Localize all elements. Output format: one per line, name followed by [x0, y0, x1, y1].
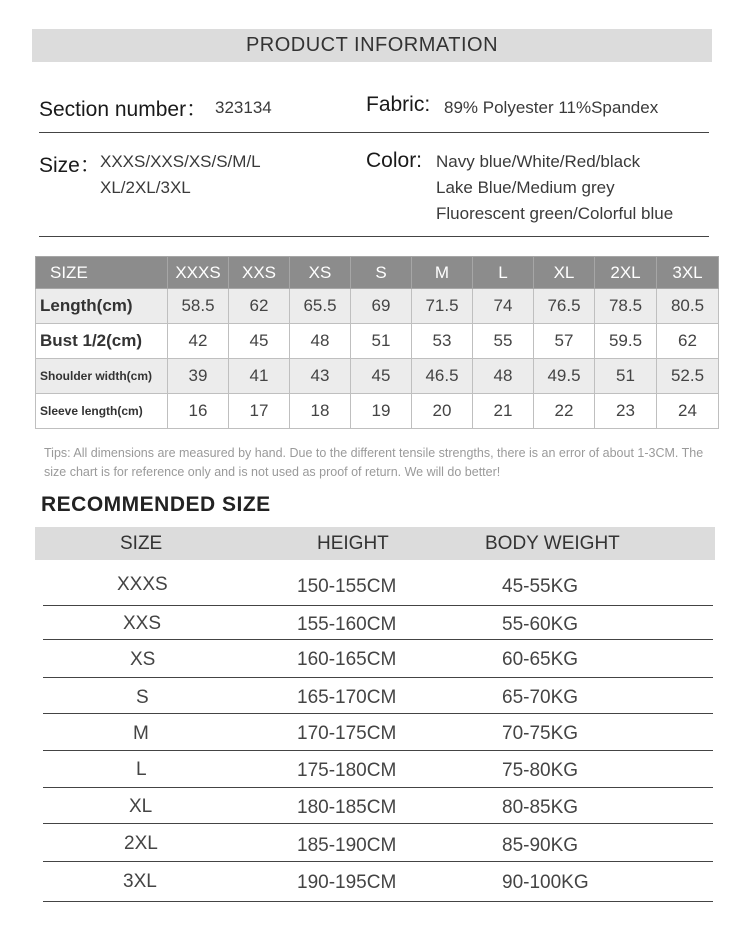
table-cell: 69	[351, 289, 412, 324]
table-cell: 59.5	[595, 324, 657, 359]
weight-cell: 60-65KG	[502, 649, 579, 670]
table-cell: 45	[229, 324, 290, 359]
row-label: Bust 1/2(cm)	[36, 324, 168, 359]
size-list-line-2: XL/2XL/3XL	[100, 178, 191, 197]
table-cell: 57	[534, 324, 595, 359]
table-cell: 18	[290, 394, 351, 429]
size-chart-header-cell: XL	[534, 257, 595, 289]
column-header-height: HEIGHT	[317, 533, 389, 554]
table-row	[43, 560, 713, 606]
size-chart-header-row	[36, 257, 719, 289]
measurement-tips: Tips: All dimensions are measured by hand. Due to the different tensile strengths, there is an error of about 1-3CM. The size chart is for reference only and is not used as proof of return. We will do better!	[44, 446, 704, 479]
table-row	[36, 324, 719, 359]
size-chart-header-cell: XS	[290, 257, 351, 289]
fabric-label: Fabric:	[366, 93, 431, 116]
height-cell: 170-175CM	[297, 723, 397, 744]
weight-cell: 70-75KG	[502, 723, 579, 744]
table-row	[43, 824, 713, 862]
table-cell: 49.5	[534, 359, 595, 394]
table-cell: 20	[412, 394, 473, 429]
height-cell: 185-190CM	[297, 835, 397, 856]
weight-cell: 55-60KG	[502, 614, 579, 635]
table-cell: 42	[168, 324, 229, 359]
size-chart-header-cell: 2XL	[595, 257, 657, 289]
row-label: Sleeve length(cm)	[36, 394, 168, 429]
size-label: Size：	[39, 154, 101, 177]
weight-cell: 65-70KG	[502, 687, 579, 708]
size-chart-header-cell: S	[351, 257, 412, 289]
weight-cell: 90-100KG	[502, 872, 589, 893]
size-cell: 2XL	[124, 833, 158, 854]
size-chart-table	[35, 256, 719, 429]
table-row	[43, 862, 713, 902]
table-cell: 55	[473, 324, 534, 359]
table-row	[43, 751, 713, 788]
table-cell: 76.5	[534, 289, 595, 324]
height-cell: 190-195CM	[297, 872, 397, 893]
size-cell: XXXS	[117, 574, 168, 595]
table-cell: 16	[168, 394, 229, 429]
product-information-title: PRODUCT INFORMATION	[32, 29, 712, 62]
table-row	[43, 678, 713, 714]
table-row	[43, 714, 713, 751]
table-cell: 17	[229, 394, 290, 429]
table-cell: 24	[657, 394, 719, 429]
size-cell: XL	[129, 796, 153, 817]
table-cell: 53	[412, 324, 473, 359]
height-cell: 155-160CM	[297, 614, 397, 635]
table-row	[43, 606, 713, 640]
table-cell: 21	[473, 394, 534, 429]
table-cell: 62	[657, 324, 719, 359]
size-cell: L	[136, 759, 147, 780]
table-row	[36, 289, 719, 324]
color-list-line-1: Navy blue/White/Red/black	[436, 152, 641, 171]
weight-cell: 45-55KG	[502, 576, 579, 597]
height-cell: 180-185CM	[297, 797, 397, 818]
table-cell: 52.5	[657, 359, 719, 394]
size-chart-header-cell: XXXS	[168, 257, 229, 289]
table-row	[36, 359, 719, 394]
recommended-size-header	[35, 527, 715, 560]
divider	[39, 132, 709, 133]
table-cell: 71.5	[412, 289, 473, 324]
fabric-value: 89% Polyester 11%Spandex	[444, 98, 659, 117]
color-list-line-2: Lake Blue/Medium grey	[436, 178, 615, 197]
table-cell: 48	[290, 324, 351, 359]
height-cell: 160-165CM	[297, 649, 397, 670]
weight-cell: 85-90KG	[502, 835, 579, 856]
table-row	[43, 640, 713, 678]
size-cell: XS	[130, 649, 156, 670]
size-chart-header-cell: XXS	[229, 257, 290, 289]
size-cell: S	[136, 687, 149, 708]
table-cell: 78.5	[595, 289, 657, 324]
table-cell: 45	[351, 359, 412, 394]
color-list-line-3: Fluorescent green/Colorful blue	[436, 204, 674, 223]
height-cell: 175-180CM	[297, 760, 397, 781]
table-row	[43, 788, 713, 824]
size-chart-header-cell: M	[412, 257, 473, 289]
weight-cell: 80-85KG	[502, 797, 579, 818]
table-cell: 74	[473, 289, 534, 324]
table-cell: 80.5	[657, 289, 719, 324]
table-cell: 62	[229, 289, 290, 324]
size-cell: 3XL	[123, 871, 157, 892]
size-chart-header-cell: SIZE	[36, 257, 168, 289]
size-cell: XXS	[123, 613, 162, 634]
column-header-size: SIZE	[120, 533, 163, 554]
section-number-value: 323134	[215, 98, 272, 117]
size-list-line-1: XXXS/XXS/XS/S/M/L	[100, 152, 261, 171]
table-cell: 41	[229, 359, 290, 394]
table-cell: 58.5	[168, 289, 229, 324]
color-label: Color:	[366, 149, 423, 172]
divider	[39, 236, 709, 237]
weight-cell: 75-80KG	[502, 760, 579, 781]
size-chart-header-cell: 3XL	[657, 257, 719, 289]
table-row	[36, 394, 719, 429]
height-cell: 150-155CM	[297, 576, 397, 597]
row-label: Length(cm)	[36, 289, 168, 324]
table-cell: 65.5	[290, 289, 351, 324]
recommended-size-title: RECOMMENDED SIZE	[41, 493, 271, 516]
table-cell: 23	[595, 394, 657, 429]
column-header-body-weight: BODY WEIGHT	[485, 533, 620, 554]
table-cell: 39	[168, 359, 229, 394]
size-cell: M	[133, 723, 149, 744]
table-cell: 19	[351, 394, 412, 429]
table-cell: 46.5	[412, 359, 473, 394]
table-cell: 51	[595, 359, 657, 394]
height-cell: 165-170CM	[297, 687, 397, 708]
table-cell: 43	[290, 359, 351, 394]
size-chart-header-cell: L	[473, 257, 534, 289]
table-cell: 51	[351, 324, 412, 359]
table-cell: 22	[534, 394, 595, 429]
table-cell: 48	[473, 359, 534, 394]
row-label: Shoulder width(cm)	[36, 359, 168, 394]
section-number-label: Section number：	[39, 98, 208, 121]
